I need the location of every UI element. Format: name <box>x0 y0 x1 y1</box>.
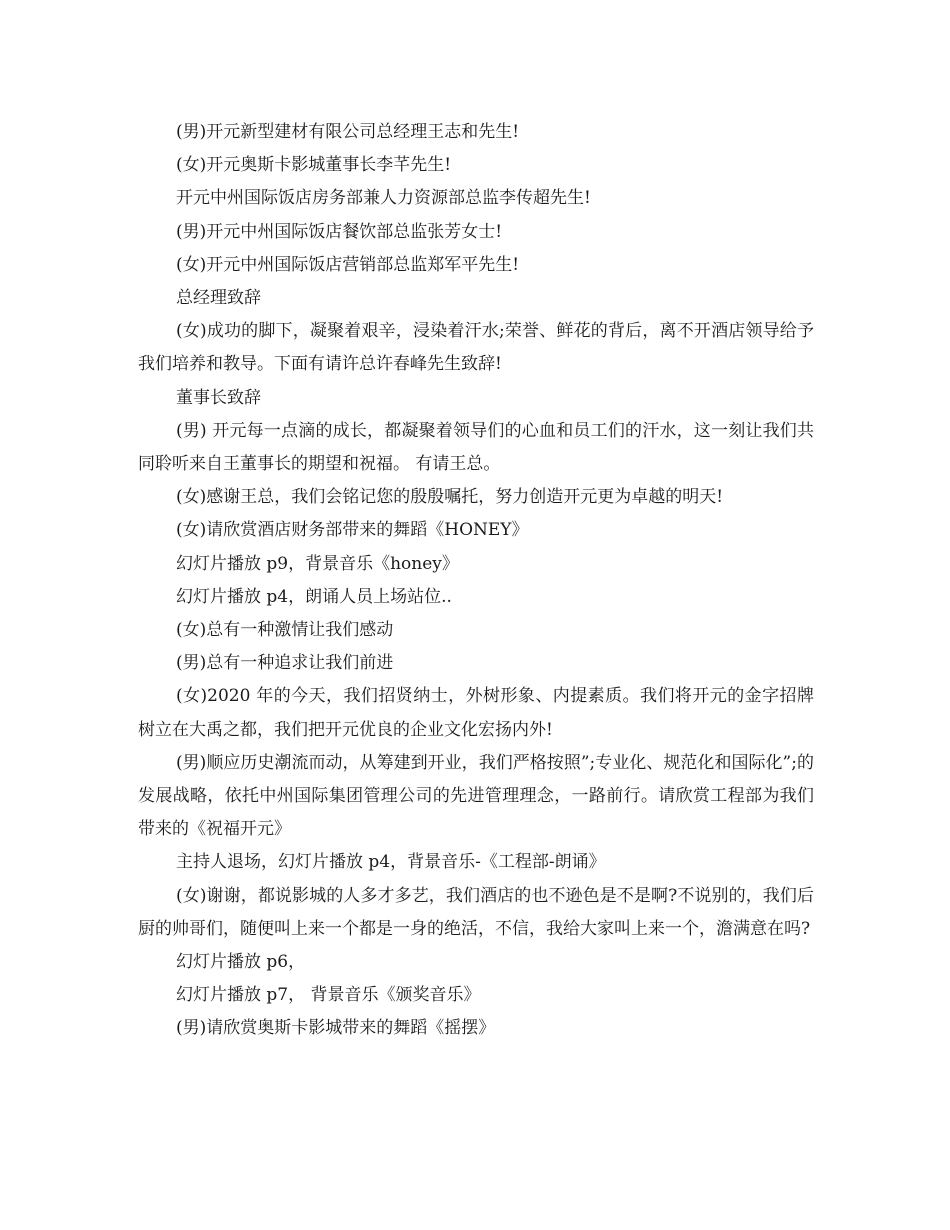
stage-direction: 幻灯片播放 p7， 背景音乐《颁奖音乐》 <box>176 985 481 1006</box>
stage-direction: 主持人退场，幻灯片播放 p4，背景音乐-《工程部-朗诵》 <box>176 852 606 873</box>
paragraph: (女)开元奥斯卡影城董事长李芊先生! <box>176 155 452 176</box>
paragraph: (男)总有一种追求让我们前进 <box>176 653 394 674</box>
paragraph: (女)谢谢，都说影城的人多才多艺，我们酒店的也不逊色是不是啊?不说别的，我们后厨的帅哥们，随便叫上来一个都是一身的绝活，不信，我给大家叫上来一个，澹满意在吗? <box>138 885 814 939</box>
section-heading: 总经理致辞 <box>176 288 261 309</box>
paragraph: (女)感谢王总，我们会铭记您的殷殷嘱托，努力创造开元更为卓越的明天! <box>176 487 724 508</box>
stage-direction: 幻灯片播放 p4，朗诵人员上场站位.. <box>176 586 452 607</box>
paragraph: (女)请欣赏酒店财务部带来的舞蹈《HONEY》 <box>176 520 529 541</box>
paragraph: (男)开元新型建材有限公司总经理王志和先生! <box>176 122 520 142</box>
paragraph: (男)开元中州国际饭店餐饮部总监张芳女士! <box>176 221 503 242</box>
stage-direction: 幻灯片播放 p6， <box>176 952 306 973</box>
paragraph: (女)总有一种激情让我们感动 <box>176 620 394 641</box>
paragraph: (女)成功的脚下，凝聚着艰辛，浸染着汗水;荣誉、鲜花的背后，离不开酒店领导给予我们培养和教导。下面有请许总许春峰先生致辞! <box>138 321 814 375</box>
paragraph: (男)顺应历史潮流而动，从筹建到开业，我们严格按照”;专业化、规范化和国际化”;的发展战略，依托中州国际集团管理公司的先进管理理念，一路前行。请欣赏工程部为我们带来的《祝福开元》 <box>138 752 814 840</box>
paragraph: 开元中州国际饭店房务部兼人力资源部总监李传超先生! <box>176 188 591 209</box>
stage-direction: 幻灯片播放 p9，背景音乐《honey》 <box>176 553 459 574</box>
paragraph: (女)2020 年的今天，我们招贤纳士，外树形象、内提素质。我们将开元的金字招牌树立在大禹之都，我们把开元优良的企业文化宏扬内外! <box>138 686 814 740</box>
paragraph: (男) 开元每一点滴的成长，都凝聚着领导们的心血和员工们的汗水，这一刻让我们共同聆听来自王董事长的期望和祝福。 有请王总。 <box>138 420 814 475</box>
paragraph: (男)请欣赏奥斯卡影城带来的舞蹈《摇摆》 <box>176 1018 496 1039</box>
document-body <box>138 116 814 1046</box>
section-heading: 董事长致辞 <box>176 387 261 408</box>
paragraph: (女)开元中州国际饭店营销部总监郑军平先生! <box>176 254 520 275</box>
